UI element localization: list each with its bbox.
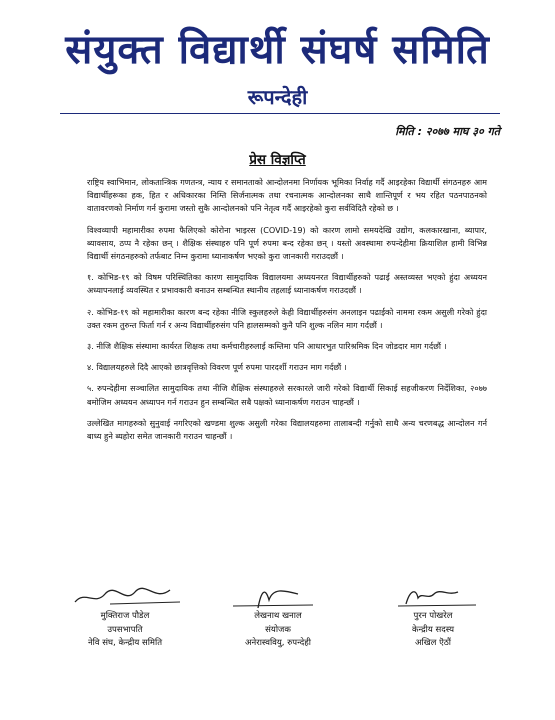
organization-masthead: संयुक्त विद्यार्थी संघर्ष समिति xyxy=(65,27,490,73)
demand-item-1: १. कोभिड-१९ को विषम परिस्थितिका कारण सामुदायिक विद्यालयमा अध्ययनरत विद्यार्थीहरुको पढाई अस्तव्यस्त भएको हुंदा अध्ययन अध्यापनलाई व्यवस्थित र प्रभावकारी बनाउन सम्बन्धित स्थानीय तहलाई ध्यानाकर्षण गराउदछौं । xyxy=(87,272,487,296)
signatory-2-title: संयोजक xyxy=(265,624,291,635)
handwritten-signature-2 xyxy=(203,584,353,610)
intro-paragraph: राष्ट्रिय स्वाभिमान, लोकतान्त्रिक गणतन्त्र, न्याय र समानताको आन्दोलनमा निर्णायक भूमिका निर्वाह गर्दै आइरहेका विद्यार्थी संगठनहरु आम विद्यार्थीहरूका हक, हित र अधिकारका निम्ति सिर्जनात्मक तथा रचनात्मक आन्दोलनका साथै शान्तिपूर्ण र भय रहित पठनपाठनको वातावरणको निर्माण गर्न कुरामा जस्तो सुकै आन्दोलनको पनि नेतृत्व गर्दै आइरहेको कुरा सर्वविदितै रहेको छ । xyxy=(87,177,487,214)
signatory-2-name: लेखनाथ खनाल xyxy=(254,611,302,621)
signatory-3-name: पुरन पोखरेल xyxy=(413,611,453,621)
demand-item-4: ४. विद्यालयहरुले दिदै आएको छात्रवृत्तिको विवरण पूर्ण रुपमा पारदर्शी गराउन माग गर्दछौं । xyxy=(87,362,347,373)
signatory-2-org: अनेरास्ववियु, रुपन्देही xyxy=(245,638,311,648)
date-line: मिति : २०७७ माघ ३० गते xyxy=(395,125,500,138)
press-release-body xyxy=(87,176,487,451)
demand-item-5: ५. रुपन्देहीमा सञ्चालित सामुदायिक तथा नीजि शैक्षिक संस्थाहरुले सरकारले जारी गरेको विद्यार्थी सिकाई सहजीकरण निर्देशिका, २०७७ बमोजिम अध्ययन अध्यापन गर्न गराउन हुन सम्बन्धित सबै पक्षको ध्यानाकर्षण गराउन चाहन्छौं । xyxy=(87,383,487,407)
signatory-1-name: मुक्तिराज पौडेल xyxy=(100,611,150,621)
closing-paragraph: उल्लेखित मागहरुको सुनुवाई नगरिएको खण्डमा शुल्क असुली गरेका विद्यालयहरुमा तालाबन्दी गर्नुको साथै अन्य चरणबद्ध आन्दोलन गर्न बाध्य हुने ब्यहोरा समेत जानकारी गराउन चाहन्छौं । xyxy=(87,417,487,442)
demand-item-3: ३. नीजि शैक्षिक संस्थामा कार्यरत शिक्षक तथा कर्मचारीहरुलाई कम्तिमा पनि आधारभुत पारिश्रमिक दिन जोडदार माग गर्दछौं । xyxy=(87,341,447,352)
header-divider xyxy=(60,113,500,114)
demand-item-2: २. कोभिड-१९ को महामारीका कारण बन्द रहेका नीजि स्कुलहरुले केही विद्यार्थीहरुसंग अनलाइन पढाईको नाममा रकम असुली गरेको हुंदा उक्त रकम तुरुन्त फिर्ता गर्न र अन्य विद्यार्थीहरुसंग पनि हालसम्मको कुनै पनि शुल्क नलिन माग गर्दछौं । xyxy=(87,306,487,330)
signatory-3-title: केन्द्रीय सदस्य xyxy=(412,624,454,635)
handwritten-signature-1 xyxy=(50,584,200,610)
district-subheading: रूपन्देही xyxy=(247,85,308,109)
signatory-1-org: नेवि संघ, केन्द्रीय समिति xyxy=(87,638,163,648)
signatory-3-org: अखिल ऎठौं xyxy=(415,638,451,648)
signatory-1 xyxy=(50,584,200,651)
signatory-1-title: उपसभापति xyxy=(107,624,143,635)
signatory-3 xyxy=(358,584,508,651)
signatory-2 xyxy=(203,584,353,651)
handwritten-signature-3 xyxy=(358,584,508,610)
press-release-title: प्रेस विज्ञप्ति xyxy=(249,152,306,168)
context-paragraph: विश्वव्यापी महामारीका रुपमा फैलिएको कोरोना भाइरस (COVID-19) को कारण लामो समयदेखि उद्योग, कलकारखाना, ब्यापार, ब्यावसाय, ठप्प नै रहेका छन् । शैक्षिक संस्थाहरु पनि पूर्ण रुपमा बन्द रहेका छन् । यस्तो अवस्थामा रुपन्देहीमा क्रियाशिल हामी विभिन्न विद्यार्थी संगठनहरुको तर्फबाट निम्न कुरामा ध्यानाकर्षण भएको कुरा जानकारी गराउदछौं । xyxy=(87,224,487,262)
